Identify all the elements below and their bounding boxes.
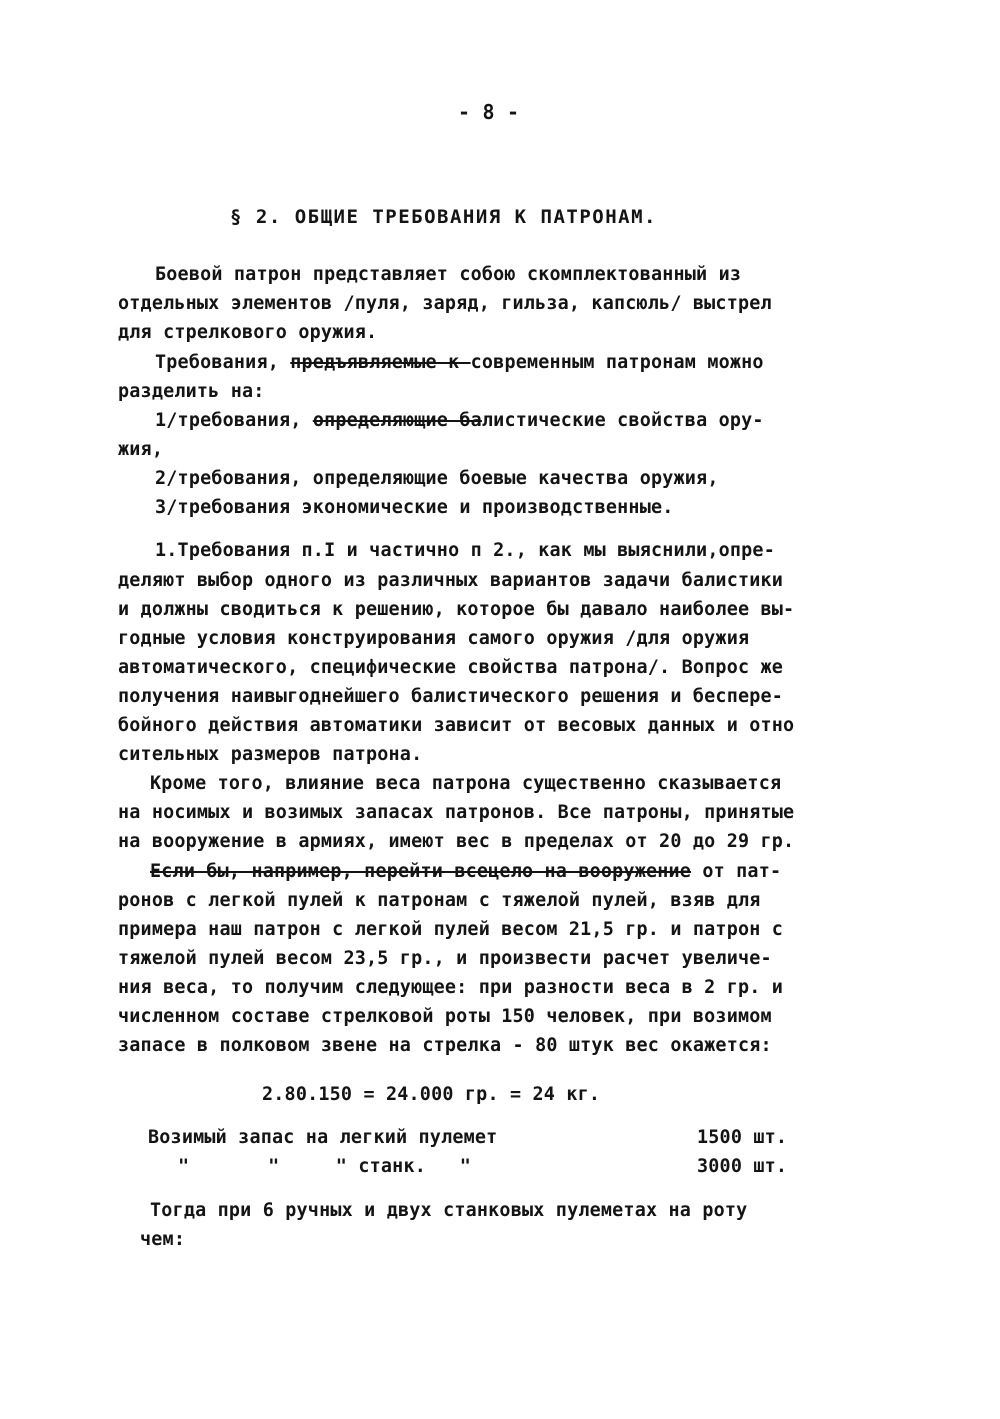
text-line: запасе в полковом звене на стрелка - 80 штук вес окажется: xyxy=(118,1035,772,1056)
list-item: 3/требования экономические и производственные. xyxy=(155,497,674,518)
text-segment: современным патронам можно xyxy=(470,352,764,373)
text-line: Кроме того, влияние веса патрона существенно сказывается xyxy=(150,773,782,794)
text-line: тяжелой пулей весом 23,5 гр., и произвести расчет увеличе- xyxy=(118,948,772,969)
text-line: Тогда при 6 ручных и двух станковых пулеметах на роту xyxy=(150,1200,748,1221)
text-segment: от пат- xyxy=(691,861,782,882)
text-line: отдельных элементов /пуля, заряд, гильза, капсюль/ выстрел xyxy=(118,293,772,314)
page-number: - 8 - xyxy=(458,100,520,124)
text-line: примера наш патрон с легкой пулей весом 21,5 гр. и патрон с xyxy=(118,919,784,940)
text-line: получения наивыгоднейшего балистического решения и беспере- xyxy=(118,686,784,707)
struck-text: Если бы, например, перейти всецело на вооружение xyxy=(150,861,692,882)
calculation-formula: 2.80.150 = 24.000 гр. = 24 кг. xyxy=(262,1084,601,1105)
text-line: на носимых и возимых запасах патронов. Все патроны, принятые xyxy=(118,802,795,823)
text-line: 1.Требования п.I и частично п 2., как мы выяснили,опре- xyxy=(155,540,775,561)
list-item: 2/требования, определяющие боевые качества оружия, xyxy=(155,468,719,489)
text-segment: 1/требования, xyxy=(155,410,313,431)
text-line: годные условия конструирования самого оружия /для оружия xyxy=(118,628,750,649)
text-line: разделить на: xyxy=(118,381,265,402)
text-line: численном составе стрелковой роты 150 человек, при возимом xyxy=(118,1006,772,1027)
table-value: 3000 шт. xyxy=(697,1156,788,1177)
text-line xyxy=(155,352,764,374)
text-line: ния веса, то получим следующее: при разности веса в 2 гр. и xyxy=(118,977,784,998)
table-label: " " " станк. " xyxy=(178,1156,472,1177)
text-line: Боевой патрон представляет собою скомплектованный из xyxy=(155,264,742,285)
struck-text: предъявляемые к xyxy=(290,352,471,373)
text-line: деляют выбор одного из различных вариантов задачи балистики xyxy=(118,570,784,591)
text-line: автоматического, специфические свойства патрона/. Вопрос же xyxy=(118,657,784,678)
text-segment: листические свойства ору- xyxy=(481,410,764,431)
text-line: и должны сводиться к решению, которое бы давало наиболее вы- xyxy=(118,599,795,620)
table-value: 1500 шт. xyxy=(697,1127,788,1148)
text-line: сительных размеров патрона. xyxy=(118,744,423,765)
text-line: жия, xyxy=(118,439,164,460)
text-line: для стрелкового оружия. xyxy=(118,322,378,343)
struck-text: определяющие ба xyxy=(312,410,482,431)
text-line: на вооружение в армиях, имеют вес в пределах от 20 до 29 гр. xyxy=(118,831,795,852)
text-line: ронов с легкой пулей к патронам с тяжелой пулей, взяв для xyxy=(118,890,761,911)
text-segment: Требования, xyxy=(155,352,291,373)
text-line: чем: xyxy=(140,1229,186,1250)
section-heading: § 2. ОБЩИЕ ТРЕБОВАНИЯ К ПАТРОНАМ. xyxy=(230,206,657,228)
list-item xyxy=(155,410,764,432)
text-line xyxy=(150,861,781,883)
table-label: Возимый запас на легкий пулемет xyxy=(148,1127,498,1148)
text-line: бойного действия автоматики зависит от весовых данных и отно xyxy=(118,715,795,736)
